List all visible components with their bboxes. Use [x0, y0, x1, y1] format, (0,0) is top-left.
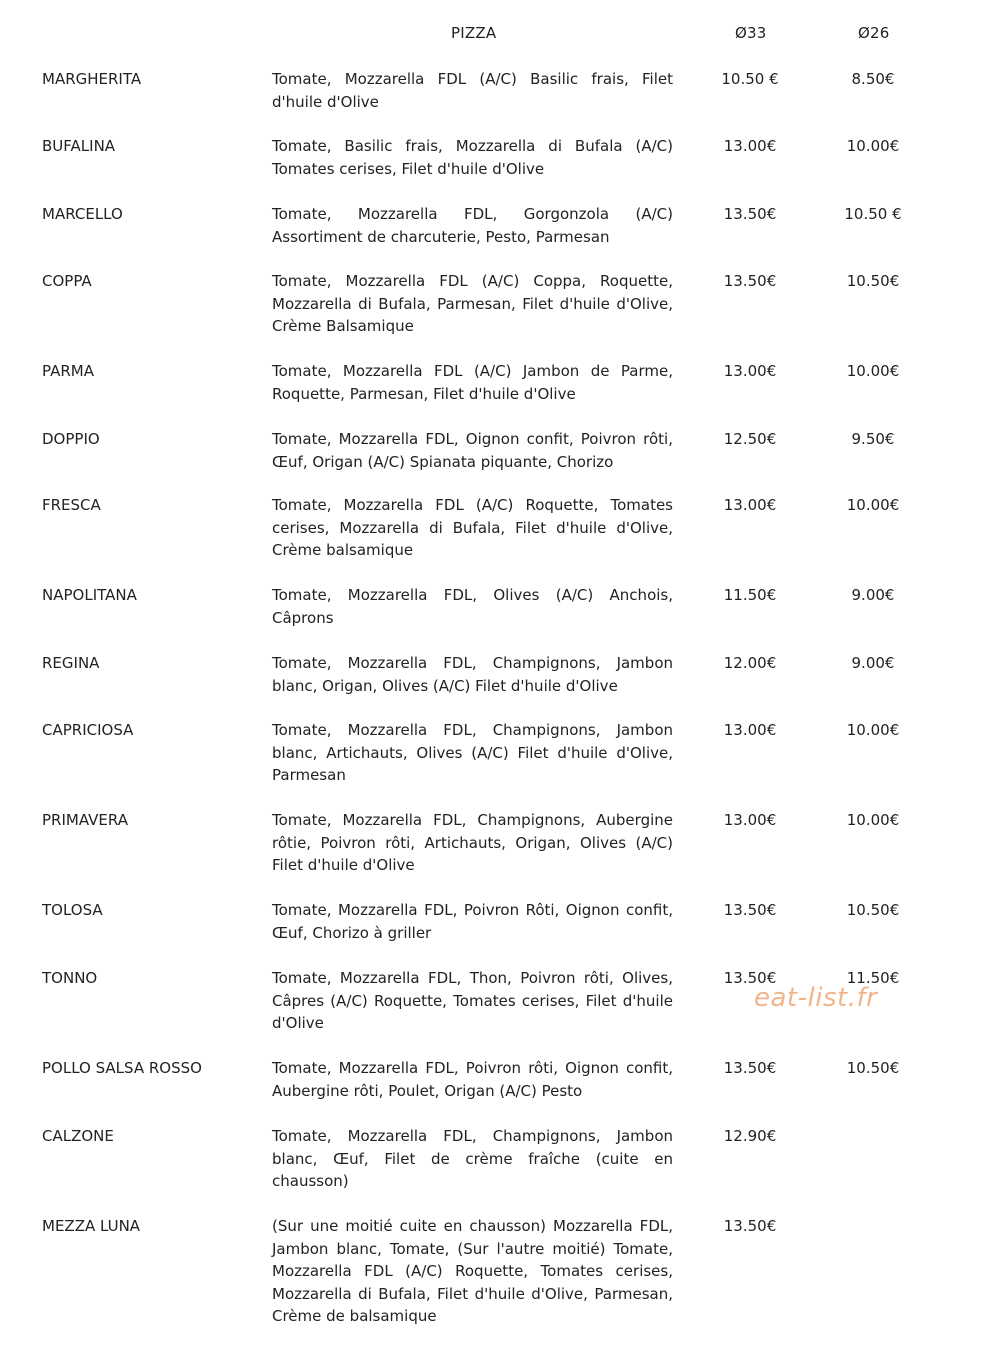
- item-name: MARCELLO: [42, 205, 123, 223]
- item-description: Tomate, Mozzarella FDL, Champignons, Jambon blanc, Origan, Olives (A/C) Filet d'huile d'Olive: [272, 654, 673, 695]
- item-price-33: 12.50€: [723, 430, 777, 448]
- menu-header: [0, 24, 989, 46]
- item-description: (Sur une moitié cuite en chausson) Mozzarella FDL, Jambon blanc, Tomate, (Sur l'autre moitié) Tomate, Mozzarella FDL (A/C) Roquette, Tomates cerises, Mozzarella di Bufala, Filet d'huile d'Olive, Parmesan, Crème de balsamique: [272, 1217, 673, 1325]
- item-price-26: 10.50€: [846, 272, 900, 290]
- item-price-33: 13.50€: [723, 969, 777, 987]
- item-price-26: 9.50€: [851, 430, 895, 448]
- item-price-26: 10.00€: [846, 811, 900, 829]
- item-price-26: 10.50 €: [844, 205, 902, 223]
- item-price-26: 8.50€: [851, 70, 895, 88]
- item-price-26: 9.00€: [851, 586, 895, 604]
- item-price-33: 13.50€: [723, 272, 777, 290]
- item-price-33: 12.00€: [723, 654, 777, 672]
- item-name: FRESCA: [42, 496, 101, 514]
- item-description: Tomate, Mozzarella FDL, Gorgonzola (A/C) Assortiment de charcuterie, Pesto, Parmesan: [272, 205, 673, 246]
- item-price-26: 10.50€: [846, 901, 900, 919]
- item-price-33: 10.50 €: [721, 70, 779, 88]
- item-name: MARGHERITA: [42, 70, 142, 88]
- item-price-33: 13.00€: [723, 362, 777, 380]
- item-price-33: 13.00€: [723, 496, 777, 514]
- item-description: Tomate, Mozzarella FDL, Olives (A/C) Anchois, Câprons: [272, 586, 673, 627]
- watermark: eat-list.fr: [754, 983, 878, 1013]
- item-price-33: 13.50€: [723, 205, 777, 223]
- item-price-26: 10.50€: [846, 1059, 900, 1077]
- item-price-33: 12.90€: [723, 1127, 777, 1145]
- item-name: REGINA: [42, 654, 100, 672]
- item-description: Tomate, Mozzarella FDL, Poivron rôti, Oignon confit, Aubergine rôti, Poulet, Origan (A/C) Pesto: [272, 1059, 673, 1100]
- item-name: PARMA: [42, 362, 94, 380]
- item-price-33: 13.00€: [723, 811, 777, 829]
- item-description: Tomate, Mozzarella FDL, Poivron Rôti, Oignon confit, Œuf, Chorizo à griller: [272, 901, 673, 942]
- item-name: CAPRICIOSA: [42, 721, 134, 739]
- item-price-33: 13.50€: [723, 1059, 777, 1077]
- item-description: Tomate, Mozzarella FDL, Oignon confit, Poivron rôti, Œuf, Origan (A/C) Spianata piquante, Chorizo: [272, 430, 673, 471]
- item-description: Tomate, Mozzarella FDL (A/C) Coppa, Roquette, Mozzarella di Bufala, Parmesan, Filet d'huile d'Olive, Crème Balsamique: [272, 272, 673, 335]
- item-description: Tomate, Mozzarella FDL (A/C) Roquette, Tomates cerises, Mozzarella di Bufala, Filet d'huile d'Olive, Crème balsamique: [272, 496, 673, 559]
- item-price-33: 13.50€: [723, 901, 777, 919]
- item-name: COPPA: [42, 272, 92, 290]
- item-name: DOPPIO: [42, 430, 100, 448]
- size-26-header: Ø26: [858, 24, 890, 42]
- item-name: TOLOSA: [42, 901, 103, 919]
- item-description: Tomate, Mozzarella FDL, Champignons, Jambon blanc, Artichauts, Olives (A/C) Filet d'huile d'Olive, Parmesan: [272, 721, 673, 784]
- item-description: Tomate, Basilic frais, Mozzarella di Bufala (A/C) Tomates cerises, Filet d'huile d'Olive: [272, 137, 673, 178]
- item-description: Tomate, Mozzarella FDL (A/C) Basilic frais, Filet d'huile d'Olive: [272, 70, 673, 111]
- item-name: PRIMAVERA: [42, 811, 128, 829]
- item-price-26: 11.50€: [846, 969, 900, 987]
- item-price-33: 13.00€: [723, 721, 777, 739]
- size-33-header: Ø33: [735, 24, 767, 42]
- item-name: BUFALINA: [42, 137, 116, 155]
- item-description: Tomate, Mozzarella FDL, Champignons, Jambon blanc, Œuf, Filet de crème fraîche (cuite en chausson): [272, 1127, 673, 1190]
- item-name: NAPOLITANA: [42, 586, 137, 604]
- item-price-26: 10.00€: [846, 721, 900, 739]
- item-name: CALZONE: [42, 1127, 114, 1145]
- item-price-26: 10.00€: [846, 137, 900, 155]
- item-description: Tomate, Mozzarella FDL (A/C) Jambon de Parme, Roquette, Parmesan, Filet d'huile d'Olive: [272, 362, 673, 403]
- item-price-33: 13.00€: [723, 137, 777, 155]
- item-name: POLLO SALSA ROSSO: [42, 1059, 202, 1077]
- item-name: TONNO: [42, 969, 98, 987]
- menu-section-title: PIZZA: [451, 24, 497, 42]
- item-price-26: 10.00€: [846, 362, 900, 380]
- item-price-33: 13.50€: [723, 1217, 777, 1235]
- item-price-26: 10.00€: [846, 496, 900, 514]
- item-name: MEZZA LUNA: [42, 1217, 141, 1235]
- item-description: Tomate, Mozzarella FDL, Thon, Poivron rôti, Olives, Câpres (A/C) Roquette, Tomates cerises, Filet d'huile d'Olive: [272, 969, 673, 1032]
- item-price-33: 11.50€: [723, 586, 777, 604]
- item-description: Tomate, Mozzarella FDL, Champignons, Aubergine rôtie, Poivron rôti, Artichauts, Origan, Olives (A/C) Filet d'huile d'Olive: [272, 811, 673, 874]
- item-price-26: 9.00€: [851, 654, 895, 672]
